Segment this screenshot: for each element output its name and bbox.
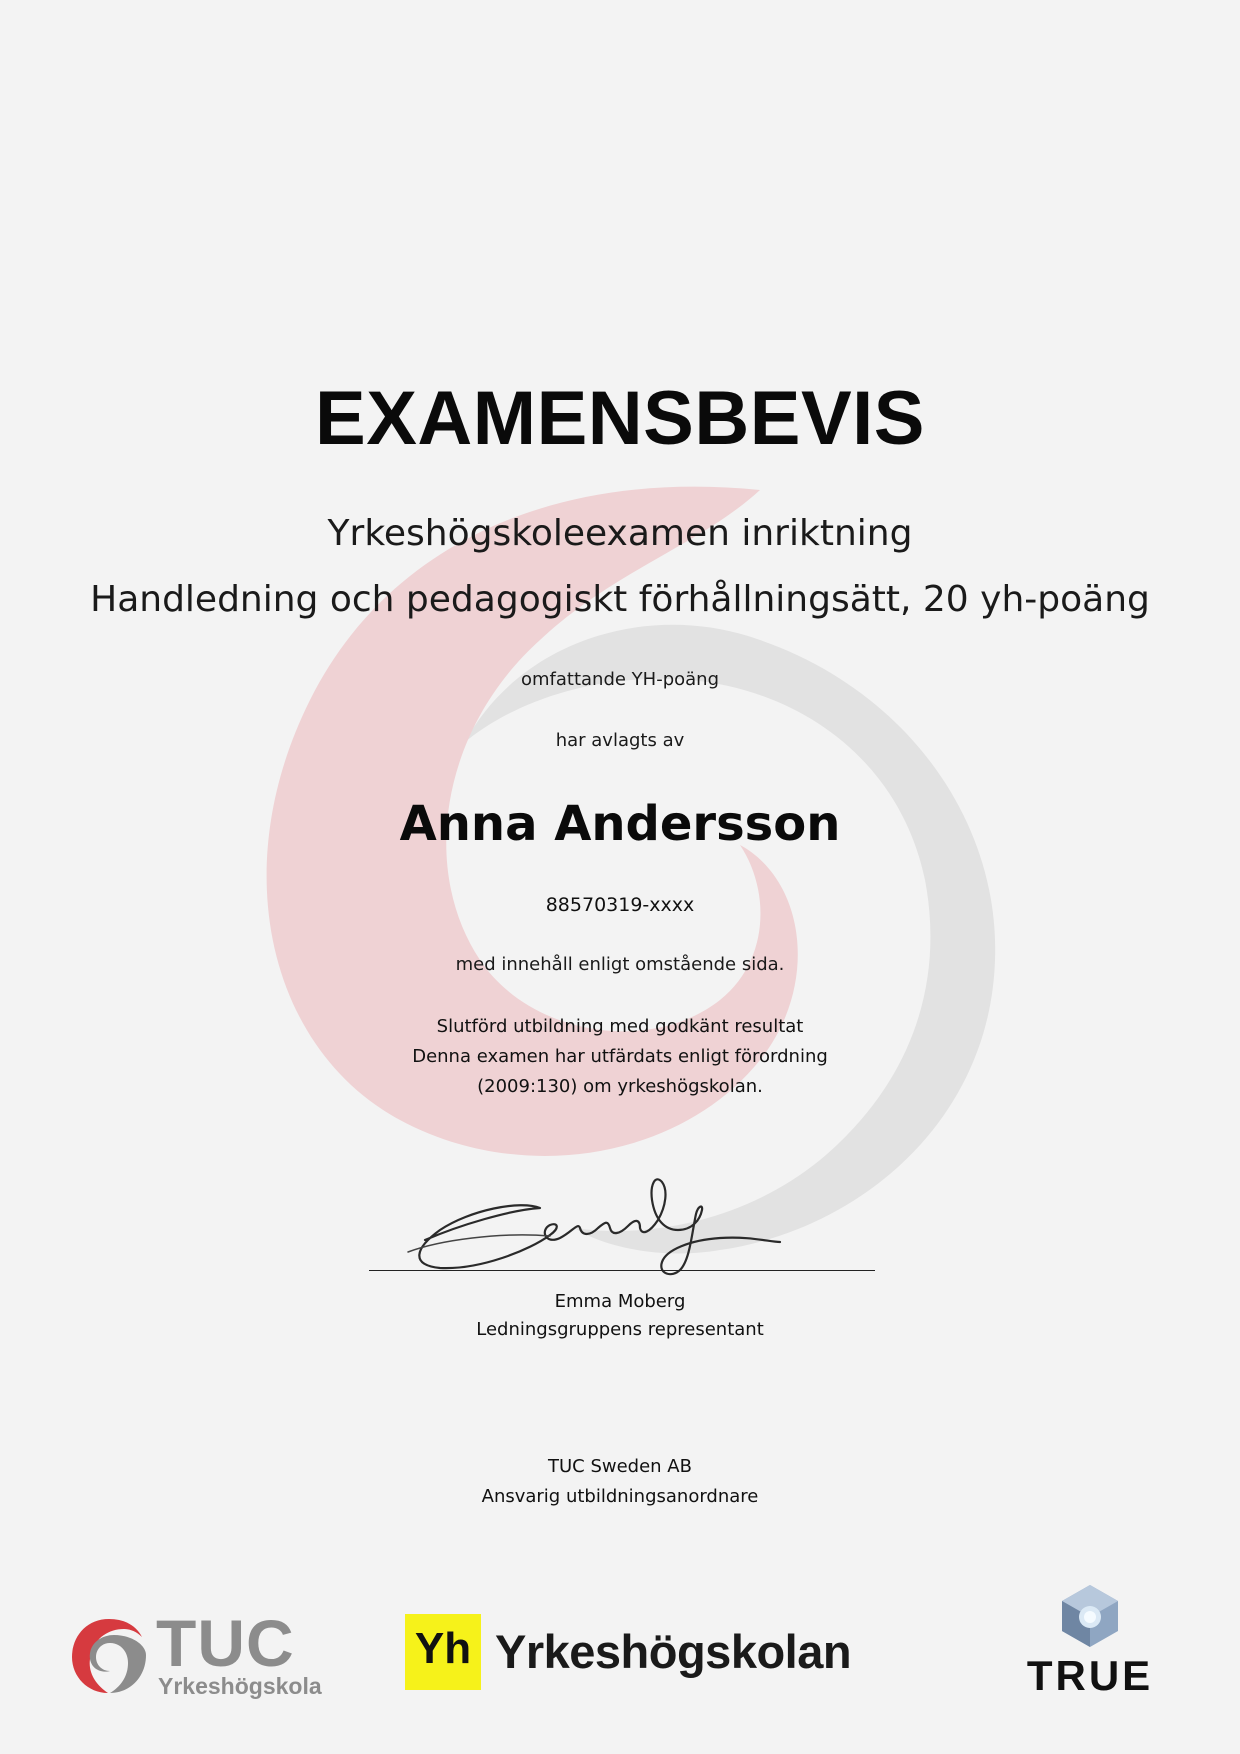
tuc-subtitle: Yrkeshögskola: [158, 1673, 322, 1699]
result-line-1: Slutförd utbildning med godkänt resultat: [436, 1016, 804, 1037]
degree-line-1: Yrkeshögskoleexamen inriktning: [327, 513, 913, 554]
yh-wordmark: Yrkeshögskolan: [495, 1625, 852, 1678]
handwritten-signature: [400, 1170, 840, 1280]
signer-block: [0, 1288, 1240, 1344]
tuc-swirl-icon: [68, 1615, 150, 1697]
result-line-2: Denna examen har utfärdats enligt förordning: [412, 1046, 828, 1067]
signer-name: Emma Moberg: [554, 1291, 686, 1312]
tuc-logo: [68, 1605, 338, 1705]
certificate-title: EXAMENSBEVIS: [315, 376, 925, 461]
result-statement: [0, 1012, 1240, 1102]
awarded-to-text: har avlagts av: [555, 730, 685, 751]
recipient-name: Anna Andersson: [399, 796, 841, 852]
yh-box: [405, 1614, 481, 1690]
content-note: med innehåll enligt omstående sida.: [455, 954, 785, 975]
organization-block: [0, 1452, 1240, 1512]
signature-line: [369, 1270, 875, 1271]
yh-box-text: Yh: [414, 1624, 472, 1673]
true-hexagon-icon: [1058, 1583, 1122, 1649]
tuc-wordmark: TUC: [156, 1606, 295, 1680]
personal-number: 88570319-xxxx: [545, 894, 695, 916]
yrkeshogskolan-logo: [405, 1614, 852, 1692]
degree-line-2: Handledning och pedagogiskt förhållningsätt, 20 yh-poäng: [90, 579, 1150, 620]
signer-role: Ledningsgruppens representant: [476, 1319, 764, 1340]
organization-role: Ansvarig utbildningsanordnare: [481, 1486, 759, 1507]
true-logo: [1020, 1580, 1160, 1700]
organization-name: TUC Sweden AB: [548, 1456, 692, 1477]
credits-text: omfattande YH-poäng: [520, 669, 720, 690]
true-wordmark: TRUE: [1026, 1652, 1154, 1699]
result-line-3: (2009:130) om yrkeshögskolan.: [477, 1076, 763, 1097]
